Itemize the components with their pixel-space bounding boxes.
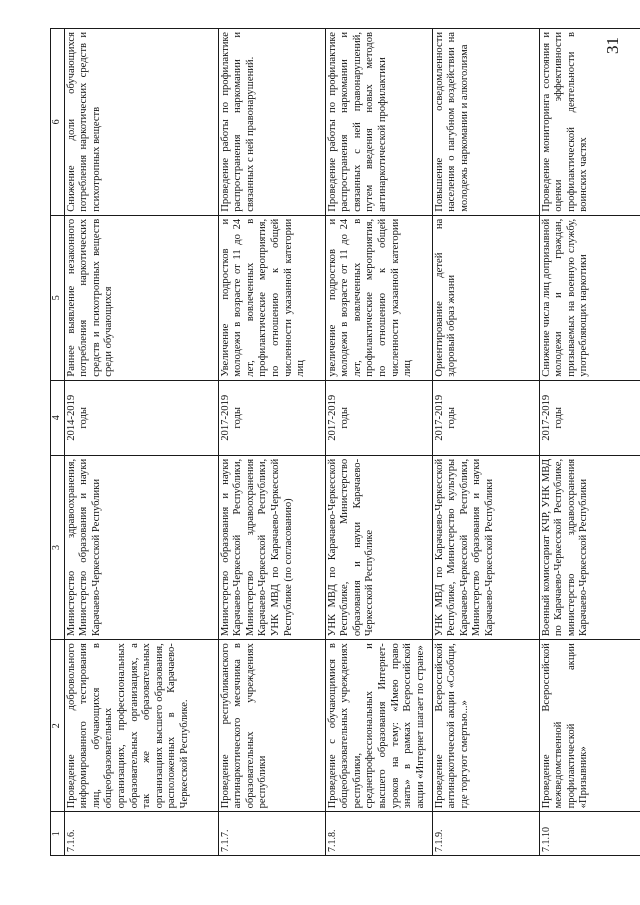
years-cell: 2017-2019 годы (539, 380, 640, 455)
row-number: 7.1.8. (325, 812, 432, 856)
event-cell: Проведение республиканского антинаркотического месячника в образовательных учреждениях республики (218, 640, 325, 812)
result-cell: Проведение работы по профилактике распространения наркомании и связанных с ней правонарушений. (218, 29, 325, 216)
program-table (50, 28, 640, 856)
indicator-cell: Ориентирование детей на здоровый образ жизни (432, 215, 539, 380)
result-cell: Снижение доли обучающихся потребления наркотических средств и психотропных веществ (64, 29, 218, 216)
executors-cell: УНК МВД по Карачаево-Черкесской Республике, Министерство культуры Карачаево-Черкесской Республики, Министерство образования и науки Карачаево-Черкесской Республики (432, 455, 539, 639)
column-header: 5 (51, 215, 65, 380)
event-cell: Проведение Всероссийской антинаркотической акции «Сообщи, где торгуют смертью...» (432, 640, 539, 812)
indicator-cell: Снижение числа лиц допризывной молодежи и граждан, призываемых на военную службу, употребляющих наркотики (539, 215, 640, 380)
result-cell: Проведение мониторинга состояния и оценки эффективности профилактической деятельности в воинских частях (539, 29, 640, 216)
event-cell: Проведение добровольного информированного тестирования лиц, обучающихся в общеобразовательных организациях, профессиональных образовательных организациях, а так же образовательных организациях высшего образования, расположенных в Карачаево-Черкесской Республике. (64, 640, 218, 812)
years-cell: 2017-2019 годы (218, 380, 325, 455)
indicator-cell: Раннее выявление незаконного потребления наркотических средств и психотропных веществ среди обучающихся (64, 215, 218, 380)
row-number: 7.1.7. (218, 812, 325, 856)
indicator-cell: Увеличение подростков и молодежи в возрасте от 11 до 24 лет, вовлеченных в профилактические мероприятия, по отношению к общей численности указанной категории лиц (218, 215, 325, 380)
table-row (325, 29, 432, 856)
row-number: 7.1.6. (64, 812, 218, 856)
row-number: 7.1.10 (539, 812, 640, 856)
table-row (432, 29, 539, 856)
rotated-table-container (50, 28, 596, 856)
table-row (539, 29, 640, 856)
executors-cell: Министерство здравоохранения, Министерство образования и науки Карачаево-Черкесской Республики (64, 455, 218, 639)
table-header-row (51, 29, 65, 856)
column-header: 2 (51, 640, 65, 812)
table-row (64, 29, 218, 856)
executors-cell: Министерство образования и науки Карачаево-Черкесской Республики, Министерство здравоохранения Карачаево-Черкесской Республики, УНК МВД по Карачаево-Черкесской Республике (по согласованию) (218, 455, 325, 639)
executors-cell: Военный комиссариат КЧР, УНК МВД по Карачаево-Черкесской Республике, министерство здравоохранения Карачаево-Черкесской Республики (539, 455, 640, 639)
executors-cell: УНК МВД по Карачаево-Черкесской Республике, Министерство образования и науки Карачаево-Черкесской Республике (325, 455, 432, 639)
result-cell: Проведение работы по профилактике распространения наркомании и связанных с ней правонарушений, путем введения новых методов антинаркотической профилактики (325, 29, 432, 216)
column-header: 1 (51, 812, 65, 856)
page-number: 31 (603, 37, 622, 54)
column-header: 3 (51, 455, 65, 639)
years-cell: 2017-2019 годы (432, 380, 539, 455)
event-cell: Проведение Всероссийской межведомственной профилактической акции «Призывник» (539, 640, 640, 812)
row-number: 7.1.9. (432, 812, 539, 856)
result-cell: Повышение осведомленности населения о пагубном воздействии на молодежь наркомании и алкоголизма (432, 29, 539, 216)
column-header: 4 (51, 380, 65, 455)
indicator-cell: увеличение подростков и молодежи в возрасте от 11 до 24 лет, вовлеченных в профилактические мероприятия, по отношению к общей численности указанной категории лиц (325, 215, 432, 380)
event-cell: Проведение с обучающимися в общеобразовательных учреждениях республики, среднепрофессиональных и высшего образования Интернет-уроков на тему: «Имею право знать» в рамках Всероссийской акции «Интернет шагает по стране» (325, 640, 432, 812)
column-header: 6 (51, 29, 65, 216)
years-cell: 2017-2019 годы (325, 380, 432, 455)
years-cell: 2014-2019 годы (64, 380, 218, 455)
table-row (218, 29, 325, 856)
